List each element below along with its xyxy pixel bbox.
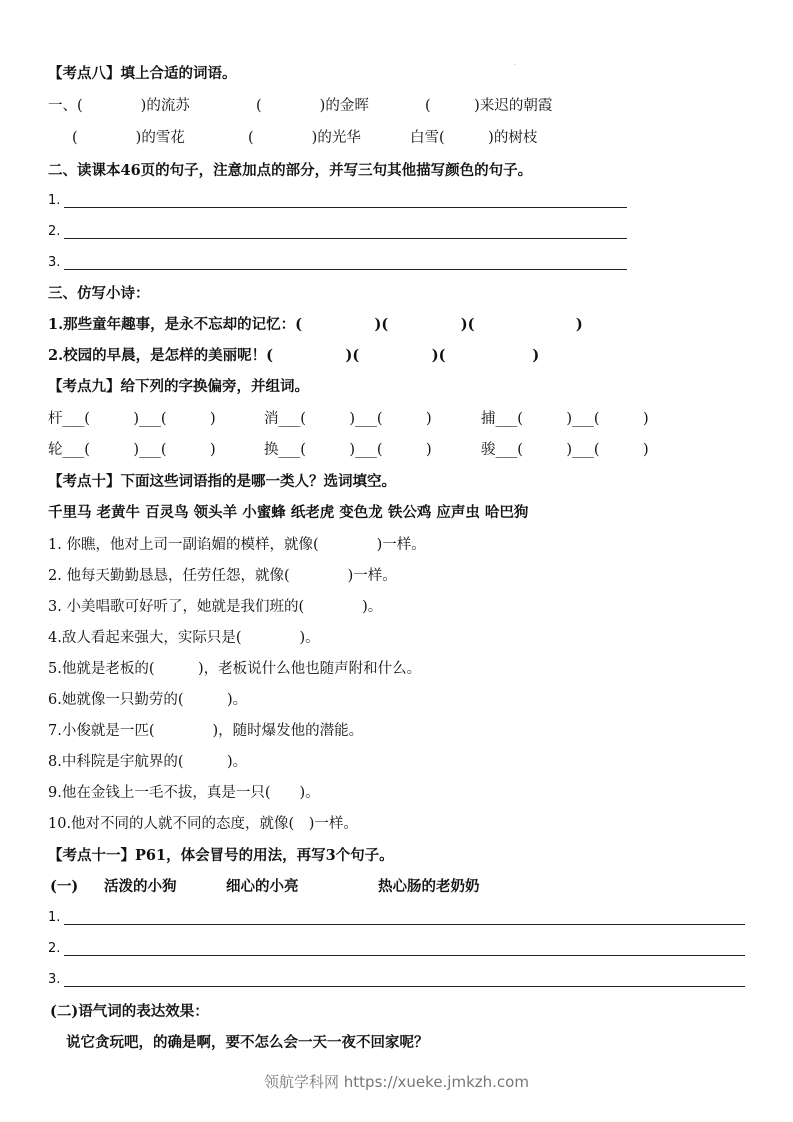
part-2-title: 二、读课本46页的句子，注意加点的部分，并写三句其他描写颜色的句子。 (48, 162, 533, 179)
watermark-footer: 领航学科网 https://xueke.jmkzh.com (264, 1073, 529, 1091)
answer-line[interactable] (64, 924, 745, 925)
question-item: 7.小俊就是一匹( )，随时爆发他的潜能。 (48, 723, 364, 739)
sub-1-label: (一) (50, 878, 79, 895)
scan-dot: · (514, 62, 516, 69)
answer-number: 3. (48, 255, 61, 270)
answer-number: 3. (48, 972, 61, 987)
radical-item: 骏___( )___( ) (481, 442, 649, 458)
question-item: 2. 他每天勤勤恳恳，任劳任怨，就像( )一样。 (48, 568, 397, 584)
prompt-word: 活泼的小狗 (104, 878, 177, 895)
answer-line[interactable] (64, 207, 627, 208)
section-8-title: 【考点八】填上合适的词语。 (48, 65, 237, 82)
section-9-title: 【考点九】给下列的字换偏旁，并组词。 (48, 378, 309, 395)
question-item: 1. 你瞧，他对上司一副谄媚的模样，就像( )一样。 (48, 537, 426, 553)
answer-line[interactable] (64, 986, 745, 987)
radical-item: 轮___( )___( ) (48, 442, 216, 458)
fill-item: 一、( )的流苏 (48, 98, 190, 114)
answer-number: 1. (48, 193, 61, 208)
radical-item: 换___( )___( ) (264, 442, 432, 458)
answer-line[interactable] (64, 238, 627, 239)
example-sentence: 说它贪玩吧，的确是啊，要不怎么会一天一夜不回家呢？ (66, 1034, 429, 1051)
answer-number: 1. (48, 910, 61, 925)
radical-item: 杆___( )___( ) (48, 411, 216, 427)
word-bank: 千里马 老黄牛 百灵鸟 领头羊 小蜜蜂 纸老虎 变色龙 铁公鸡 应声虫 哈巴狗 (48, 504, 529, 521)
prompt-word: 热心肠的老奶奶 (378, 878, 480, 895)
question-item: 5.他就是老板的( )，老板说什么他也随声附和什么。 (48, 661, 422, 677)
radical-item: 捕___( )___( ) (481, 411, 649, 427)
question-item: 8.中科院是宇航界的( )。 (48, 754, 248, 770)
answer-line[interactable] (64, 955, 745, 956)
prompt-word: 细心的小亮 (226, 878, 299, 895)
answer-line[interactable] (64, 269, 627, 270)
part-3-title: 三、仿写小诗： (48, 285, 150, 302)
poem-line-2: 2.校园的早晨，是怎样的美丽呢！( )( )( ) (48, 347, 540, 364)
fill-item: ( )的金晖 (256, 98, 369, 114)
question-item: 6.她就像一只勤劳的( )。 (48, 692, 248, 708)
fill-item: ( )来迟的朝霞 (425, 98, 553, 114)
fill-item: ( )的光华 (248, 130, 361, 146)
poem-line-1: 1.那些童年趣事，是永不忘却的记忆：( )( )( ) (48, 316, 583, 333)
question-item: 9.他在金钱上一毛不拔，真是一只( )。 (48, 785, 320, 801)
section-11-title: 【考点十一】P61，体会冒号的用法，再写3个句子。 (48, 847, 394, 864)
answer-number: 2. (48, 941, 61, 956)
question-item: 3. 小美唱歌可好听了，她就是我们班的( )。 (48, 599, 383, 615)
section-10-title: 【考点十】下面这些词语指的是哪一类人？选词填空。 (48, 473, 396, 490)
fill-item: ( )的雪花 (72, 130, 185, 146)
fill-item: 白雪( )的树枝 (410, 130, 538, 146)
question-item: 4.敌人看起来强大，实际只是( )。 (48, 630, 320, 646)
question-item: 10.他对不同的人就不同的态度，就像( )一样。 (48, 816, 358, 832)
radical-item: 消___( )___( ) (264, 411, 432, 427)
answer-number: 2. (48, 224, 61, 239)
sub-2-title: (二)语气词的表达效果： (50, 1003, 209, 1020)
